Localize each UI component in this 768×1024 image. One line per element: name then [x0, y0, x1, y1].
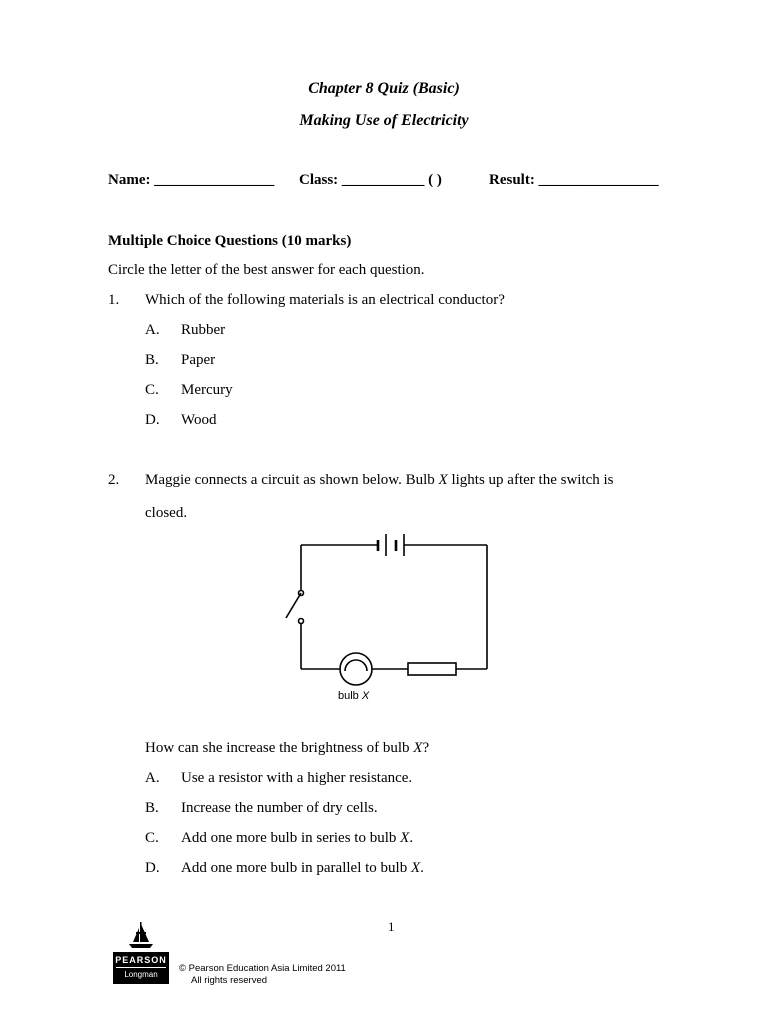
switch-blade: [286, 593, 301, 618]
q2-option-a-letter: A.: [145, 770, 160, 786]
q1-option-c-letter: C.: [145, 382, 159, 398]
circuit-diagram: [280, 530, 500, 690]
copyright-line2: All rights reserved: [191, 975, 268, 986]
q2-option-b-letter: B.: [145, 800, 159, 816]
q2-option-c-text: Add one more bulb in series to bulb X.: [181, 830, 414, 846]
q2-option-a-text: Use a resistor with a higher resistance.: [181, 770, 413, 786]
result-field: Result: ________________: [489, 172, 659, 188]
q2-option-d-text: Add one more bulb in parallel to bulb X.: [181, 860, 424, 876]
q1-option-a-text: Rubber: [181, 322, 226, 338]
section-heading: Multiple Choice Questions (10 marks): [108, 233, 352, 249]
q1-option-d-letter: D.: [145, 412, 160, 428]
q1-option-c-text: Mercury: [181, 382, 233, 398]
q1-text: Which of the following materials is an electrical conductor?: [145, 292, 505, 308]
q2-text-line1: Maggie connects a circuit as shown below. Bulb X lights up after the switch is: [145, 472, 614, 488]
q2-text-line2: closed.: [145, 505, 188, 521]
page-number: 1: [388, 919, 395, 934]
switch-contact-lower: [299, 619, 304, 624]
logo-subtext: Longman: [124, 970, 158, 979]
q1-number: 1.: [108, 292, 120, 308]
name-field: Name: ________________: [108, 172, 275, 188]
page-subtitle: Making Use of Electricity: [299, 112, 469, 129]
logo-text: PEARSON: [115, 955, 167, 965]
q1-option-b-letter: B.: [145, 352, 159, 368]
q2-number: 2.: [108, 472, 120, 488]
ship-icon: [113, 920, 169, 950]
section-instruction: Circle the letter of the best answer for each question.: [108, 262, 425, 278]
bulb-label: bulb X: [338, 690, 370, 702]
logo-box: [113, 952, 169, 984]
q1-option-a-letter: A.: [145, 322, 160, 338]
copyright-line1: © Pearson Education Asia Limited 2011: [179, 963, 346, 974]
q2-option-c-letter: C.: [145, 830, 159, 846]
class-field: Class: ___________ ( ): [299, 172, 442, 188]
page-title: Chapter 8 Quiz (Basic): [308, 80, 460, 97]
pearson-logo: [113, 920, 169, 986]
q2-option-b-text: Increase the number of dry cells.: [181, 800, 378, 816]
q2-option-d-letter: D.: [145, 860, 160, 876]
q1-option-b-text: Paper: [181, 352, 216, 368]
q2-question: How can she increase the brightness of bulb X?: [145, 740, 430, 756]
q1-option-d-text: Wood: [181, 412, 217, 428]
resistor: [408, 663, 456, 675]
bulb-filament: [345, 660, 367, 671]
